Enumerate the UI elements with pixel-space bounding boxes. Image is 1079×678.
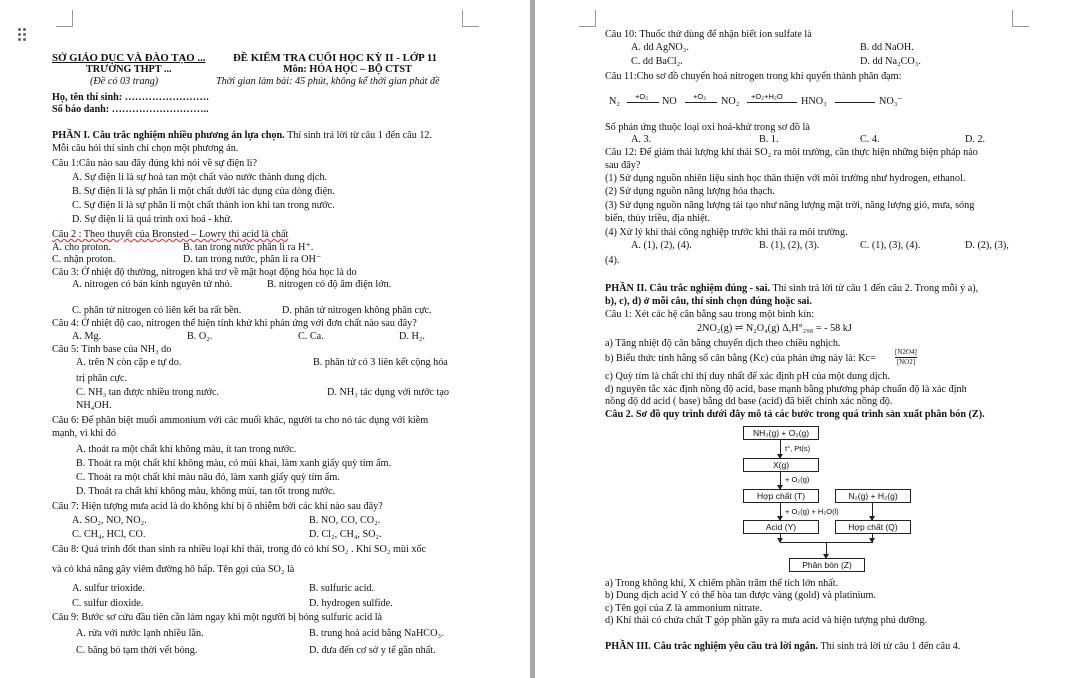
chain-species-hno3: HNO₃ xyxy=(801,96,827,107)
q2-option-b: B. tan trong nước phân li ra H⁺. xyxy=(183,242,314,253)
q2-option-d: D. tan trong nước, phân li ra OH⁻ xyxy=(183,254,322,265)
document-page-right xyxy=(535,0,1079,678)
kc-denominator: [NO2] xyxy=(896,358,916,366)
chain-reagent-3: +O₂+H₂O xyxy=(751,92,783,101)
q11-option-d: D. 2. xyxy=(965,134,986,145)
id-field: Số báo danh: ……………………….. xyxy=(52,104,209,115)
crop-mark xyxy=(1012,10,1029,27)
q12-option-d: D. (2), (3), xyxy=(965,240,1009,251)
q4-option-d: D. H₂. xyxy=(399,331,425,342)
flow-box-z: Phân bón (Z) xyxy=(789,558,865,572)
p2-q2-b: b) Dung dịch acid Y có thể hòa tan được vàng (gold) và platinium. xyxy=(605,590,876,601)
q6-stem: Câu 6: Để phân biệt muối ammonium với các muối khác, người ta cho nó tác dụng với kiềm xyxy=(52,415,429,426)
p2-q2-a: a) Trong không khí, X chiếm phần trăm thể tích lớn nhất. xyxy=(605,578,839,589)
drag-handle-icon[interactable] xyxy=(18,28,28,42)
q4-option-a: A. Mg. xyxy=(72,331,102,342)
part2-heading: PHẦN II. Câu trắc nghiệm đúng - sai. Thí sinh trả lời từ câu 1 đến câu 2. Trong mỗi ý a), xyxy=(605,283,979,294)
q8-option-b: B. sulfuric acid. xyxy=(309,583,375,594)
q11-option-c: C. 4. xyxy=(860,134,880,145)
q12-item-3: (3) Sử dụng nguồn năng lượng tái tạo như năng lượng mặt trời, năng lượng gió, mưa, sóng xyxy=(605,200,975,211)
chain-arrow xyxy=(747,102,797,103)
q5-option-d-cont: NH₄OH. xyxy=(76,400,112,411)
q7-stem: Câu 7: Hiện tượng mưa acid là do không khí bị ô nhiễm bởi các khí nào sau đây? xyxy=(52,501,383,512)
chain-arrow xyxy=(835,102,875,103)
q12-option-a: A. (1), (2), (4). xyxy=(631,240,692,251)
q10-option-b: B. dd NaOH. xyxy=(860,42,914,53)
q10-stem: Câu 10: Thuốc thử dùng để nhận biết ion sulfate là xyxy=(605,29,812,40)
flow-label-o2-h2o: + O₂(g) + H₂O(l) xyxy=(785,507,839,516)
name-field: Họ, tên thí sinh: ……………………. xyxy=(52,92,209,103)
q7-option-b: B. NO, CO, CO₂. xyxy=(309,515,381,526)
exam-title: ĐỀ KIỂM TRA CUỐI HỌC KỲ II - LỚP 11 xyxy=(233,52,438,64)
q8-option-d: D. hydrogen sulfide. xyxy=(309,598,393,609)
chain-reagent-1: +O₂ xyxy=(635,92,649,101)
q3-option-b: B. nitrogen có độ âm điện lớn. xyxy=(267,279,392,290)
q6-option-d: D. Thoát ra chất khí không màu, không mùi, tan tốt trong nước. xyxy=(76,486,336,497)
q10-option-d: D. dd Na₂CO₃. xyxy=(860,56,921,67)
chain-species-no: NO xyxy=(662,96,677,107)
kc-numerator: [N2O4] xyxy=(895,348,917,356)
flow-box-nh3-o2: NH₃(g) + O₂(g) xyxy=(743,426,819,440)
q9-option-d: D. đưa đến cơ sở y tế gần nhất. xyxy=(309,645,436,656)
p2-q1-a: a) Tăng nhiệt độ cân bằng chuyển dịch theo chiều nghịch. xyxy=(605,338,841,349)
p2-q1-d: d) nguyên tắc xác định nồng độ acid, base mạnh bằng phương pháp chuẩn độ là xác định xyxy=(605,384,967,395)
q12-stem-cont: sau đây? xyxy=(605,160,641,171)
p2-q2-stem: Câu 2. Sơ đồ quy trình dưới đây mô tả các bước trong quá trình sản xuất phân bón (Z). xyxy=(605,409,985,420)
p2-q2-c: c) Tên gọi của Z là ammonium nitrate. xyxy=(605,603,763,614)
chain-arrow xyxy=(685,102,717,103)
q2-stem: Câu 2 : Theo thuyết của Bronsted – Lowry thì acid là chất xyxy=(52,229,289,240)
flow-box-n2-h2: N₂(g) + H₂(g) xyxy=(835,489,911,503)
chain-species-n2: N₂ xyxy=(609,96,620,107)
q6-stem-cont: mạnh, vì khi đó xyxy=(52,428,116,439)
q1-option-a: A. Sự điện li là sự hoà tan một chất vào nước thành dung dịch. xyxy=(72,172,328,183)
chain-species-no2: NO₂ xyxy=(721,96,740,107)
crop-mark xyxy=(579,10,596,27)
header-dept: SỞ GIÁO DỤC VÀ ĐÀO TẠO ... xyxy=(52,52,206,64)
q5-option-b-cont: trị phân cực. xyxy=(76,373,128,384)
q12-stem: Câu 12: Để giảm thải lượng khí thải SO₂ ra môi trường, cần thực hiện những biện pháp nào xyxy=(605,147,978,158)
flow-arrow xyxy=(780,503,781,520)
flow-box-x: X(g) xyxy=(743,458,819,472)
q5-option-b: B. phân tử có 3 liên kết cộng hóa xyxy=(313,357,448,368)
q11-question: Số phản ứng thuộc loại oxi hoá-khử trong sơ đồ là xyxy=(605,122,810,133)
q6-option-b: B. Thoát ra một chất khí không màu, có mùi khai, làm xanh giấy quỳ tím ẩm. xyxy=(76,458,392,469)
q12-item-3-cont: biển, thủy triều, địa nhiệt. xyxy=(605,213,710,224)
part2-instruction: b), c), d) ở mỗi câu, thí sinh chọn đúng hoặc sai. xyxy=(605,296,812,307)
q1-option-c: C. Sự điện li là sự phân li một chất thành ion khi tan trong nước. xyxy=(72,200,335,211)
q8-option-c: C. sulfur dioxide. xyxy=(72,598,144,609)
q2-option-a: A. cho proton. xyxy=(52,242,111,253)
q12-item-2: (2) Sử dụng nguồn năng lượng hóa thạch. xyxy=(605,186,775,197)
q10-option-a: A. dd AgNO₃. xyxy=(631,42,689,53)
q12-option-b: B. (1), (2), (3). xyxy=(759,240,820,251)
flow-box-y: Acid (Y) xyxy=(743,520,819,534)
q2-option-c: C. nhận proton. xyxy=(52,254,116,265)
q11-option-a: A. 3. xyxy=(631,134,652,145)
flow-label-catalyst: t°, Pt(s) xyxy=(785,444,811,453)
kc-fraction xyxy=(895,348,917,367)
q5-option-d: D. NH₃ tác dụng với nước tạo xyxy=(327,387,449,398)
q11-stem: Câu 11:Cho sơ đồ chuyển hoá nitrogen trong khí quyển thành phân đạm: xyxy=(605,71,902,82)
q3-option-d: D. phân tử nitrogen không phân cực. xyxy=(282,305,432,316)
header-pages: (Đề có 03 trang) xyxy=(90,76,159,87)
q5-stem: Câu 5: Tính base của NH₃ do xyxy=(52,344,172,355)
flow-box-q: Hợp chất (Q) xyxy=(835,520,911,534)
part3-heading: PHẦN III. Câu trắc nghiệm yêu cầu trả lời ngắn. Thí sinh trả lời từ câu 1 đến câu 4. xyxy=(605,641,961,652)
q4-option-c: C. Ca. xyxy=(298,331,324,342)
q7-option-c: C. CH₄, HCl, CO. xyxy=(72,529,146,540)
exam-time: Thời gian làm bài: 45 phút, không kể thời gian phát đề xyxy=(216,76,440,87)
q8-stem: Câu 8: Quá trình đốt than sinh ra nhiều loại khí thải, trong đó có khí SO₂ . Khí SO₂ mùi xốc xyxy=(52,544,427,555)
q4-option-b: B. O₂. xyxy=(187,331,213,342)
p2-q1-equation: 2NO₂(g) ⇌ N₂O₄(g) Δ,H°₂₉₈ = - 58 kJ xyxy=(697,323,852,334)
exam-subject: Môn: HÓA HỌC – BỘ CTST xyxy=(283,64,412,75)
q8-stem-cont: và có khả năng gây viêm đường hô hấp. Tên gọi của SO₂ là xyxy=(52,564,295,575)
q5-option-c: C. NH₃ tan được nhiều trong nước. xyxy=(76,387,220,398)
q7-option-a: A. SO₂, NO, NO₂. xyxy=(72,515,147,526)
crop-mark xyxy=(462,10,479,27)
q8-option-a: A. sulfur trioxide. xyxy=(72,583,145,594)
chain-reagent-2: +O₂ xyxy=(693,92,707,101)
q3-option-a: A. nitrogen có bán kính nguyên tử nhỏ. xyxy=(72,279,233,290)
q4-stem: Câu 4: Ở nhiệt độ cao, nitrogen thể hiện tính khử khi phản ứng với đơn chất nào sau đây? xyxy=(52,318,417,329)
chain-arrow xyxy=(627,102,659,103)
flow-box-t: Hợp chất (T) xyxy=(743,489,819,503)
flow-arrow xyxy=(780,472,781,489)
q10-option-c: C. dd BaCl₂. xyxy=(631,56,683,67)
q9-option-c: C. băng bó tạm thời vết bỏng. xyxy=(76,645,198,656)
q3-option-c: C. phân tử nitrogen có liên kết ba rất bền. xyxy=(72,305,242,316)
q1-option-d: D. Sự điện li là quá trình oxi hoá - khử. xyxy=(72,214,233,225)
flow-connector xyxy=(780,534,781,542)
flow-arrow xyxy=(826,542,827,558)
part1-instruction: Mỗi câu hỏi thí sinh chỉ chọn một phương án. xyxy=(52,143,239,154)
part1-heading: PHẦN I. Câu trắc nghiệm nhiều phương án lựa chọn. Thí sinh trả lời từ câu 1 đến câu 12. xyxy=(52,130,433,141)
q7-option-d: D. Cl₂, CH₄, SO₂. xyxy=(309,529,382,540)
p2-q2-d: d) Khí thải có chứa chất T góp phần gây ra mưa acid và hiện tượng phú dưỡng. xyxy=(605,615,928,626)
q11-option-b: B. 1. xyxy=(759,134,779,145)
header-school: TRƯỜNG THPT ... xyxy=(86,64,172,75)
p2-q1-d-cont: nồng độ dd acid ( base) bằng dd base (acid) đã biết chính xác nồng độ. xyxy=(605,396,893,407)
q6-option-c: C. Thoát ra một chất khí màu nâu đỏ, làm xanh giấy quỳ tím ẩm. xyxy=(76,472,340,483)
document-page-left xyxy=(0,0,530,678)
p2-q1-c: c) Quỳ tím là chất chỉ thị duy nhất để xác định pH của một dung dịch. xyxy=(605,371,890,382)
q12-item-1: (1) Sử dụng nguồn nhiên liệu sinh học thân thiện với môi trường như hydrogen, ethanol. xyxy=(605,173,966,184)
crop-mark xyxy=(56,10,73,27)
q12-option-c: C. (1), (3), (4). xyxy=(860,240,921,251)
q1-stem: Câu 1:Câu nào sau đây đúng khi nói về sự điện li? xyxy=(52,158,257,169)
flow-arrow xyxy=(872,503,873,520)
q5-option-a: A. trên N còn cặp e tự do. xyxy=(76,357,182,368)
q9-option-a: A. rửa với nước lạnh nhiều lần. xyxy=(76,628,204,639)
flow-connector xyxy=(872,534,873,542)
q12-option-d-cont: (4). xyxy=(605,255,620,266)
q1-option-b: B. Sự điện li là sự phân li một chất dưới tác dụng của dòng điện. xyxy=(72,186,335,197)
p2-q1-stem: Câu 1: Xét các hệ cân bằng sau trong một bình kín: xyxy=(605,309,815,320)
q6-option-a: A. thoát ra một chất khí không màu, ít tan trong nước. xyxy=(76,444,297,455)
q9-stem: Câu 9: Bước sơ cứu đầu tiên cần làm ngay khi một người bị bỏng sulfuric acid là xyxy=(52,612,383,623)
flow-label-o2: + O₂(g) xyxy=(785,475,810,484)
flow-arrow xyxy=(780,440,781,458)
q12-item-4: (4) Xử lý khí thải công nghiệp trước khi thải ra môi trường. xyxy=(605,227,848,238)
q9-option-b: B. trung hoà acid bằng NaHCO₃. xyxy=(309,628,444,639)
q3-stem: Câu 3: Ở nhiệt độ thường, nitrogen khá trơ về mặt hoạt động hóa học là do xyxy=(52,267,357,278)
p2-q1-b: b) Biểu thức tính hằng số cân bằng (Kc) của phản ứng này là: Kc= xyxy=(605,353,876,364)
q11-reaction-chain xyxy=(605,88,935,114)
chain-species-no3: NO₃⁻ xyxy=(879,96,903,107)
